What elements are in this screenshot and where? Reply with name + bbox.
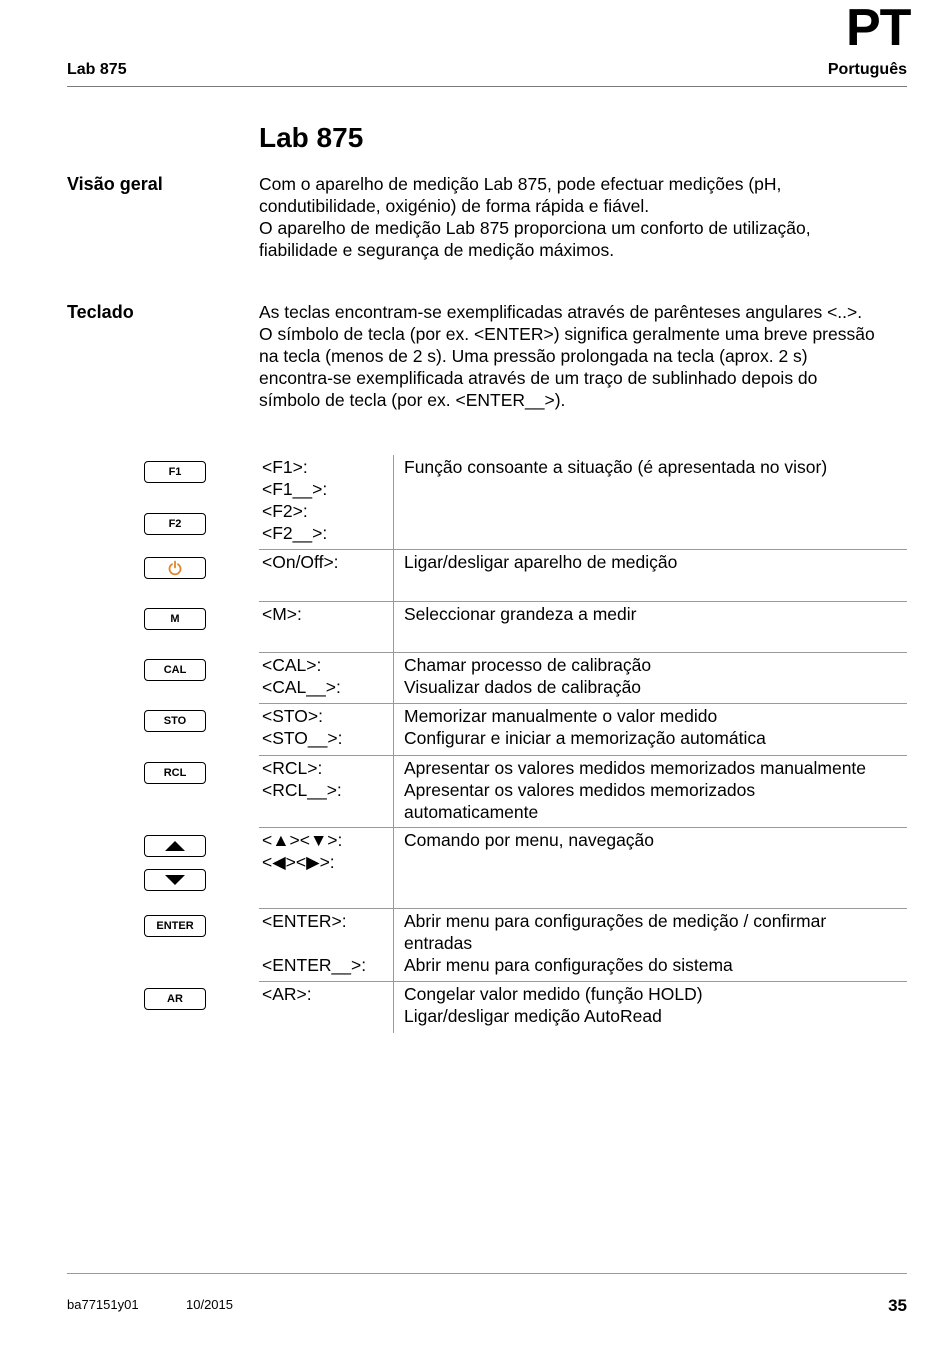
description-cell [404,829,904,851]
table-row [259,828,907,909]
description-cell [404,983,904,1027]
key-ar-illustration: AR [144,988,206,1010]
power-icon [167,560,183,576]
paragraph-line: encontra-se exemplificada através de um traço de sublinhado depois do [259,368,818,388]
paragraph-line: na tecla (menos de 2 s). Uma pressão prolongada na tecla (aprox. 2 s) [259,346,808,366]
paragraph-line: As teclas encontram-se exemplificadas através de parênteses angulares <..>. [259,302,863,322]
description-line: automaticamente [404,802,539,822]
page-number: 35 [888,1296,907,1315]
key-rcl-illustration: RCL [144,762,206,784]
key-cell [262,983,312,1005]
key-cell [262,757,342,801]
description-line: Memorizar manualmente o valor medido [404,706,718,726]
key-name: <ENTER__>: [262,955,367,975]
description-line: Função consoante a situação (é apresentada no visor) [404,457,828,477]
key-name: <STO__>: [262,728,343,748]
table-row [259,756,907,828]
key-down-illustration [144,869,206,891]
key-cell [262,456,327,544]
key-name: <CAL__>: [262,677,341,697]
description-line: Visualizar dados de calibração [404,677,642,697]
description-line: Comando por menu, navegação [404,830,655,850]
key-f1-illustration: F1 [144,461,206,483]
paragraph-line: fiabilidade e segurança de medição máximos. [259,240,615,260]
description-line: Apresentar os valores medidos memorizados [404,780,756,800]
description-line: Congelar valor medido (função HOLD) [404,984,703,1004]
description-cell [404,456,904,478]
paragraph-line: Com o aparelho de medição Lab 875, pode efectuar medições (pH, [259,174,782,194]
key-name: <CAL>: [262,655,322,675]
description-line: Ligar/desligar aparelho de medição [404,552,678,572]
description-line: Abrir menu para configurações de medição / confirmar [404,911,827,931]
key-name: <◀><▶>: [262,852,335,872]
paragraph-line: condutibilidade, oxigénio) de forma rápida e fiável. [259,196,650,216]
key-sto-illustration: STO [144,710,206,732]
key-m-illustration: M [144,608,206,630]
table-row [259,704,907,756]
table-row [259,550,907,602]
description-line: entradas [404,933,473,953]
description-cell [404,654,904,698]
language-code: PT [846,0,911,57]
key-cal-illustration: CAL [144,659,206,681]
footer-document-id: ba77151y01 [67,1297,139,1312]
key-name: <▲><▼>: [262,830,343,850]
table-row [259,909,907,982]
keypad-paragraph [259,301,909,411]
arrow-down-icon [164,874,186,886]
paragraph-line: símbolo de tecla (por ex. <ENTER__>). [259,390,566,410]
key-enter-illustration: ENTER [144,915,206,937]
description-line: Seleccionar grandeza a medir [404,604,637,624]
table-row [259,602,907,653]
key-name [262,932,366,954]
header-divider [67,86,907,87]
section-label-overview: Visão geral [67,174,163,194]
key-up-illustration [144,835,206,857]
table-row [259,455,907,550]
key-onoff-illustration [144,557,206,579]
key-cell [262,910,366,976]
table-row [259,982,907,1033]
key-cell [262,654,341,698]
key-cell [262,603,302,625]
description-cell [404,910,904,976]
key-name: <AR>: [262,984,312,1004]
key-cell [262,829,342,873]
key-name: <M>: [262,604,302,624]
key-name: <RCL>: [262,758,323,778]
table-row [259,653,907,704]
description-line: Apresentar os valores medidos memorizados manualmente [404,758,867,778]
key-name: <RCL__>: [262,780,342,800]
key-name: <F2__>: [262,523,328,543]
description-cell [404,603,904,625]
key-name: <STO>: [262,706,323,726]
description-cell [404,757,904,823]
footer-divider [67,1273,907,1274]
key-name: <F1>: [262,457,308,477]
key-name: <On/Off>: [262,552,339,572]
key-cell [262,551,339,573]
arrow-up-icon [164,840,186,852]
header-product-name: Lab 875 [67,61,127,78]
overview-paragraph [259,173,909,261]
page-title: Lab 875 [259,122,364,153]
key-name: <F1__>: [262,479,328,499]
paragraph-line: O símbolo de tecla (por ex. <ENTER>) significa geralmente uma breve pressão [259,324,875,344]
description-cell [404,551,904,573]
key-name: <ENTER>: [262,911,347,931]
section-label-keypad: Teclado [67,302,134,322]
description-line: Ligar/desligar medição AutoRead [404,1006,662,1026]
table-column-divider [393,455,394,1033]
header-language: Português [827,61,907,78]
key-name: <F2>: [262,501,308,521]
key-f2-illustration: F2 [144,513,206,535]
description-line: Configurar e iniciar a memorização automática [404,728,766,748]
description-line: Abrir menu para configurações do sistema [404,955,733,975]
footer-date: 10/2015 [186,1297,233,1312]
description-line: Chamar processo de calibração [404,655,652,675]
description-cell [404,705,904,749]
key-cell [262,705,342,749]
paragraph-line: O aparelho de medição Lab 875 proporciona um conforto de utilização, [259,218,811,238]
